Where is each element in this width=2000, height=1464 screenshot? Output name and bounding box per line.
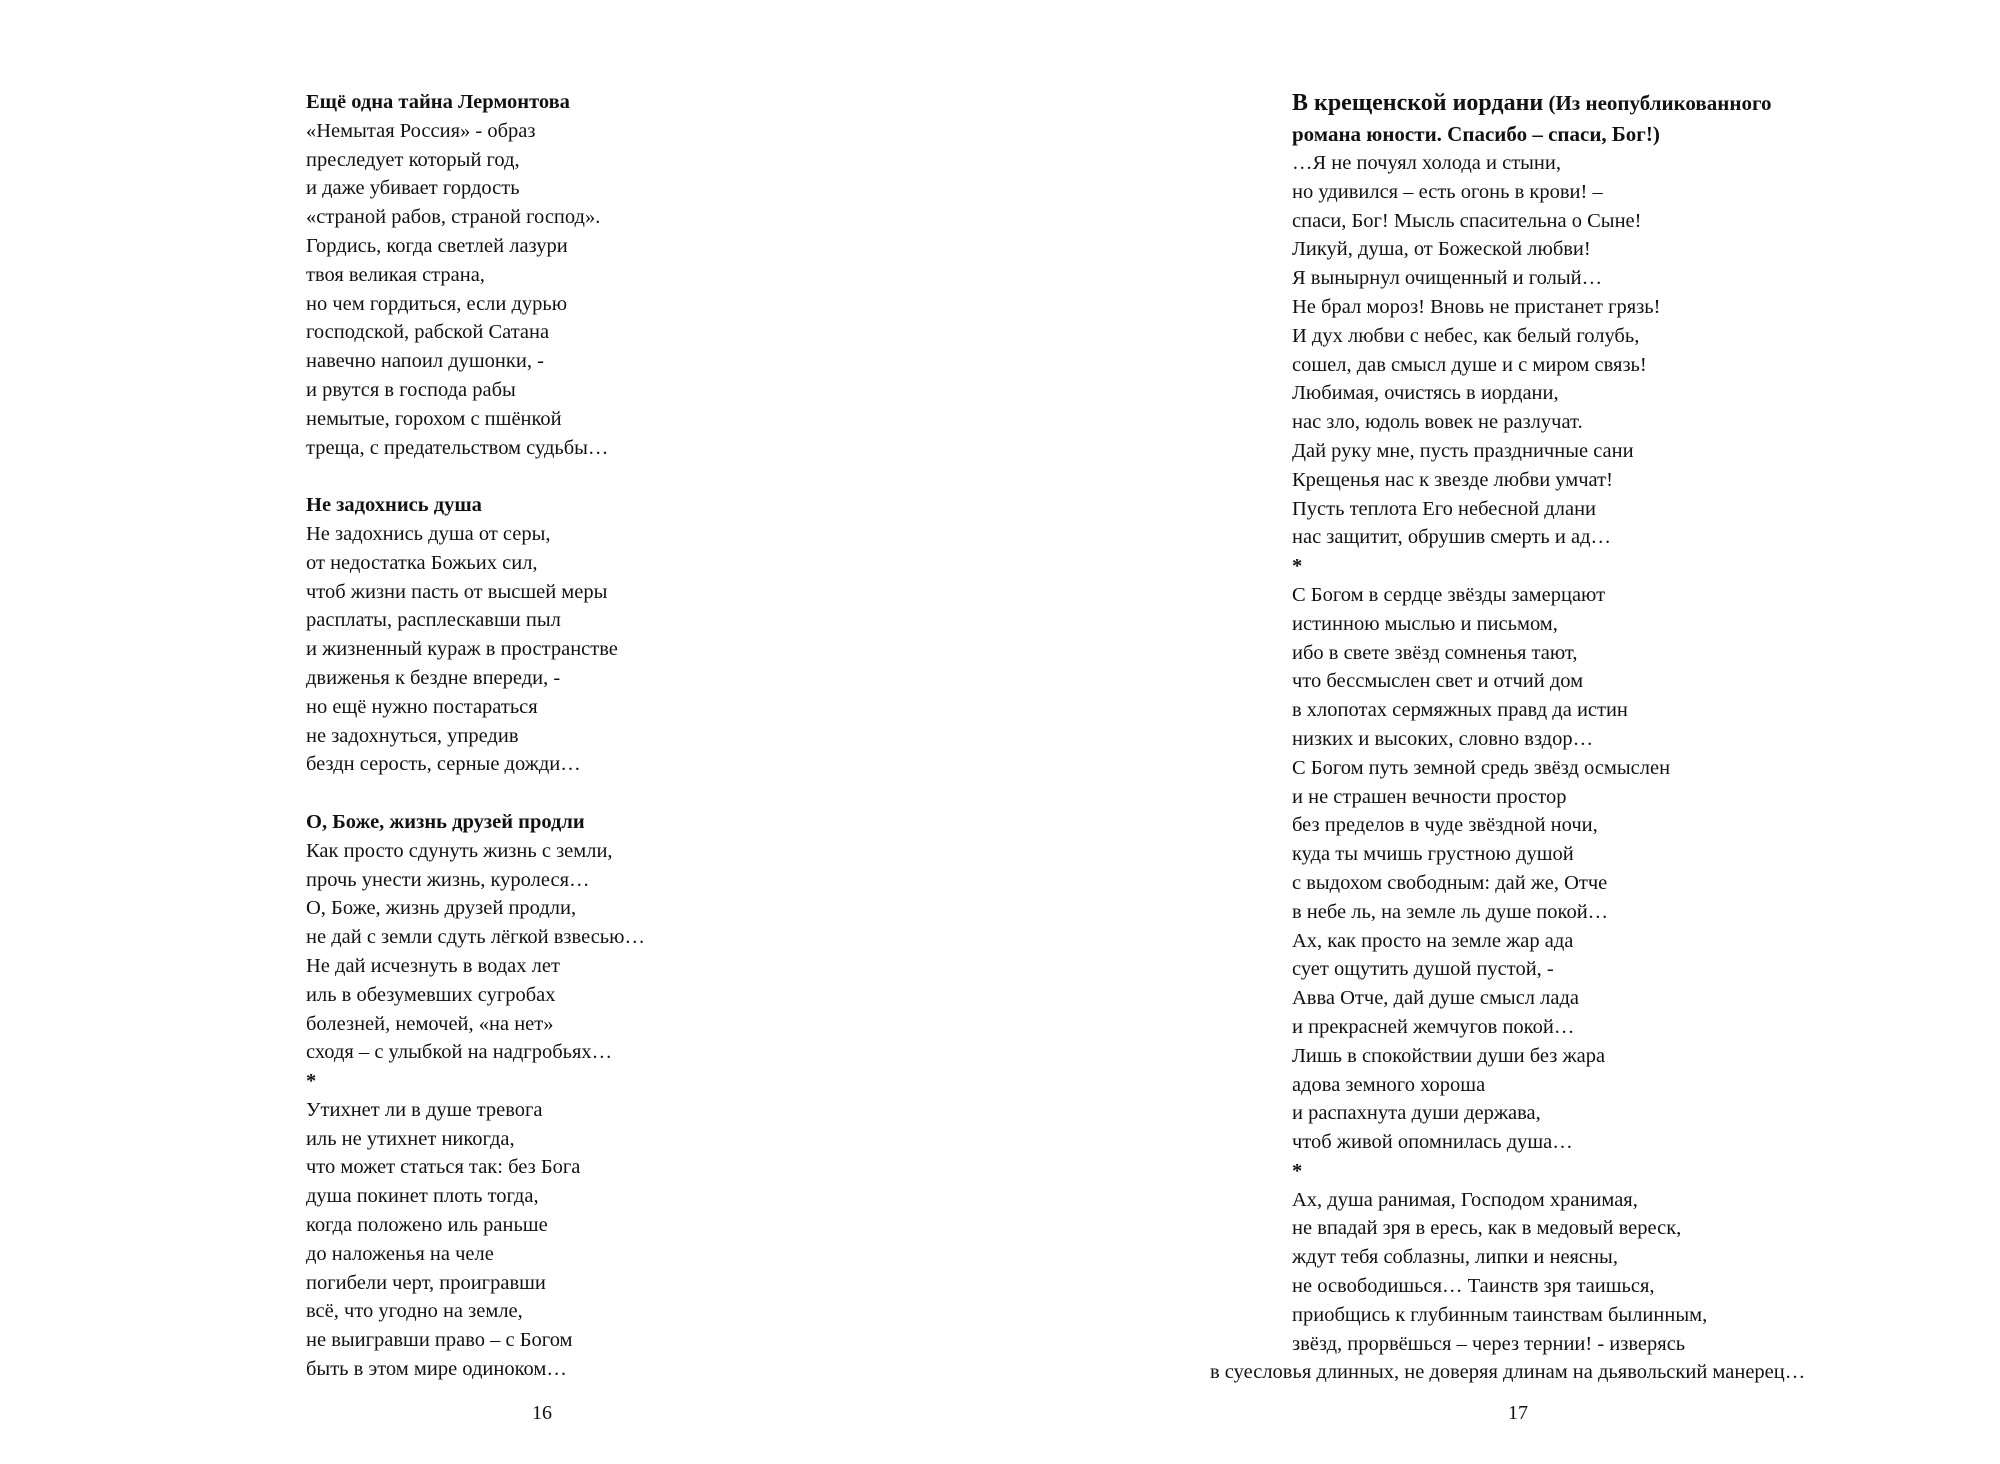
poem-line: чтоб живой опомнилась душа… <box>1292 1131 1573 1154</box>
poem-line: треща, с предательством судьбы… <box>306 436 609 459</box>
poem-line: всё, что угодно на земле, <box>306 1300 523 1323</box>
poem-line: адова земного хороша <box>1292 1073 1486 1096</box>
poem-line: преследует который год, <box>306 148 520 171</box>
left-page-text <box>306 88 645 1413</box>
poem-title-heading <box>1292 88 1887 119</box>
poem-line: Как просто сдунуть жизнь с земли, <box>306 839 613 862</box>
poem-line: прочь унести жизнь, куролеся… <box>306 868 590 891</box>
poem-line: низких и высоких, словно вздор… <box>1292 727 1594 750</box>
poem-line: И дух любви с небес, как белый голубь, <box>1292 324 1640 347</box>
poem-line: быть в этом мире одиноком… <box>306 1358 567 1381</box>
poem-line: Любимая, очистясь в иордани, <box>1292 382 1559 405</box>
poem-line: и прекрасней жемчугов покой… <box>1292 1015 1575 1038</box>
poem-line: душа покинет плоть тогда, <box>306 1185 539 1208</box>
poem-line: Утихнет ли в душе тревога <box>306 1098 543 1121</box>
poem-line: Не задохнись душа от серы, <box>306 522 551 545</box>
poem-line: …Я не почуял холода и стыни, <box>1292 152 1562 174</box>
poem-line: «страной рабов, страной господ». <box>306 206 601 229</box>
poem-line: без пределов в чуде звёздной ночи, <box>1292 814 1598 837</box>
page-number-right: 17 <box>1508 1402 1528 1424</box>
poem-line: ибо в свете звёзд сомненья тают, <box>1292 641 1578 664</box>
poem-line: с выдохом свободным: дай же, Отче <box>1292 871 1608 894</box>
poem-line: ждут тебя соблазны, липки и неясны, <box>1292 1246 1618 1269</box>
poem-title: В крещенской иордани <box>1292 90 1544 116</box>
poem-line: чтоб жизни пасть от высшей меры <box>306 580 608 603</box>
poem-line: Ах, душа ранимая, Господом хранимая, <box>1292 1188 1638 1211</box>
poem-line: но удивился – есть огонь в крови! – <box>1292 180 1603 203</box>
poem-line: нас защитит, обрушив смерть и ад… <box>1292 526 1612 549</box>
poem-line: «Немытая Россия» - образ <box>306 119 536 142</box>
poem-line: Я вынырнул очищенный и голый… <box>1292 267 1603 290</box>
poem-line: Пусть теплота Его небесной длани <box>1292 497 1597 520</box>
poem-title: О, Боже, жизнь друзей продли <box>306 810 585 833</box>
poem-line: нас зло, юдоль вовек не разлучат. <box>1292 411 1583 434</box>
poem-line: твоя великая страна, <box>306 263 485 286</box>
poem-line: С Богом в сердце звёзды замерцают <box>1292 583 1606 606</box>
poem-line: погибели черт, проигравши <box>306 1271 546 1294</box>
poem-line: Не брал мороз! Вновь не пристанет грязь! <box>1292 295 1661 318</box>
poem-line: сует ощутить душой пустой, - <box>1292 958 1554 981</box>
poem-line: навечно напоил душонки, - <box>306 350 544 373</box>
poem-line: бездн серость, серные дожди… <box>306 753 581 776</box>
poem-line: Ликуй, душа, от Божеской любви! <box>1292 238 1591 261</box>
poem-line: Авва Отче, дай душе смысл лада <box>1292 987 1580 1010</box>
poem-line: не освободишься… Таинств зря таишься, <box>1292 1275 1655 1298</box>
poem-line: Гордись, когда светлей лазури <box>306 234 568 257</box>
poem-line: Лишь в спокойствии души без жара <box>1292 1044 1606 1067</box>
poem-line: не впадай зря в ересь, как в медовый вереск, <box>1292 1217 1682 1240</box>
poem-line: и даже убивает гордость <box>306 177 520 200</box>
poem-line: от недостатка Божьих сил, <box>306 551 538 574</box>
poem <box>306 808 645 1384</box>
poem-line: болезней, немочей, «на нет» <box>306 1012 554 1035</box>
poem-line: Дай руку мне, пусть праздничные сани <box>1292 439 1634 462</box>
poem-line: и жизненный кураж в пространстве <box>306 638 618 661</box>
poem-line: до наложенья на челе <box>306 1242 494 1265</box>
poem-line: и рвутся в господа рабы <box>306 378 516 401</box>
poem-line: спаси, Бог! Мысль спасительна о Сыне! <box>1292 209 1642 232</box>
poem-line: что бессмыслен свет и отчий дом <box>1292 670 1584 693</box>
poem-body <box>1292 149 1887 1358</box>
stanza-separator: * <box>1292 1159 1303 1182</box>
poem-line: господской, рабской Сатана <box>306 321 550 344</box>
poem-line: сходя – с улыбкой на надгробьях… <box>306 1041 613 1064</box>
poem-line: куда ты мчишь грустною душой <box>1292 843 1574 866</box>
poem-subtitle: (Из неопубликованного <box>1543 91 1772 115</box>
poem-line: Ах, как просто на земле жар ада <box>1292 929 1574 952</box>
stanza-separator: * <box>1292 555 1303 578</box>
poem-line: звёзд, прорвёшься – через тернии! - изверясь <box>1292 1332 1686 1355</box>
poem-line: в хлопотах сермяжных правд да истин <box>1292 699 1628 722</box>
page-number-left: 16 <box>532 1402 552 1424</box>
poem-line: иль не утихнет никогда, <box>306 1127 515 1150</box>
poem-line: С Богом путь земной средь звёзд осмыслен <box>1292 756 1671 779</box>
poem-title: Ещё одна тайна Лермонтова <box>306 91 570 113</box>
poem-line: истинною мыслью и письмом, <box>1292 612 1558 635</box>
poem-line: движенья к бездне впереди, - <box>306 666 561 689</box>
stanza-separator: * <box>306 1070 317 1093</box>
poem-line: и распахнута души держава, <box>1292 1102 1541 1125</box>
poem-line: сошел, дав смысл душе и с миром связь! <box>1292 353 1647 376</box>
poem-line: О, Боже, жизнь друзей продли, <box>306 897 577 920</box>
poem <box>306 491 645 779</box>
poem-line: что может статься так: без Бога <box>306 1156 581 1179</box>
poem-line: но чем гордиться, если дурью <box>306 292 568 315</box>
poem-line: Не дай исчезнуть в водах лет <box>306 954 560 977</box>
poem-line: иль в обезумевших сугробах <box>306 983 556 1006</box>
poem-line-last: в суесловья длинных, не доверяя длинам на дьявольский манерец… <box>1210 1361 1806 1384</box>
poem-line: немытые, горохом с пшёнкой <box>306 407 562 430</box>
poem-line: когда положено иль раньше <box>306 1214 548 1237</box>
poem-line: не задохнуться, упредив <box>306 724 519 747</box>
poem-line: Крещенья нас к звезде любви умчат! <box>1292 468 1613 491</box>
poem-subtitle-continued: романа юности. Спасибо – спаси, Бог!) <box>1292 122 1660 146</box>
poem-line: и не страшен вечности простор <box>1292 785 1567 808</box>
poem-line: но ещё нужно постараться <box>306 695 538 718</box>
poem <box>306 88 645 462</box>
poem-title: Не задохнись душа <box>306 494 482 517</box>
poem-line: приобщись к глубинным таинствам былинным, <box>1292 1303 1708 1326</box>
poem-line: не дай с земли сдуть лёгкой взвесью… <box>306 926 645 949</box>
poem-line: не выигравши право – с Богом <box>306 1329 573 1352</box>
right-page <box>1000 0 2000 1464</box>
poem-line: расплаты, расплескавши пыл <box>306 609 561 632</box>
right-page-text <box>1210 88 1887 1387</box>
poem-line: в небе ль, на земле ль душе покой… <box>1292 900 1609 923</box>
